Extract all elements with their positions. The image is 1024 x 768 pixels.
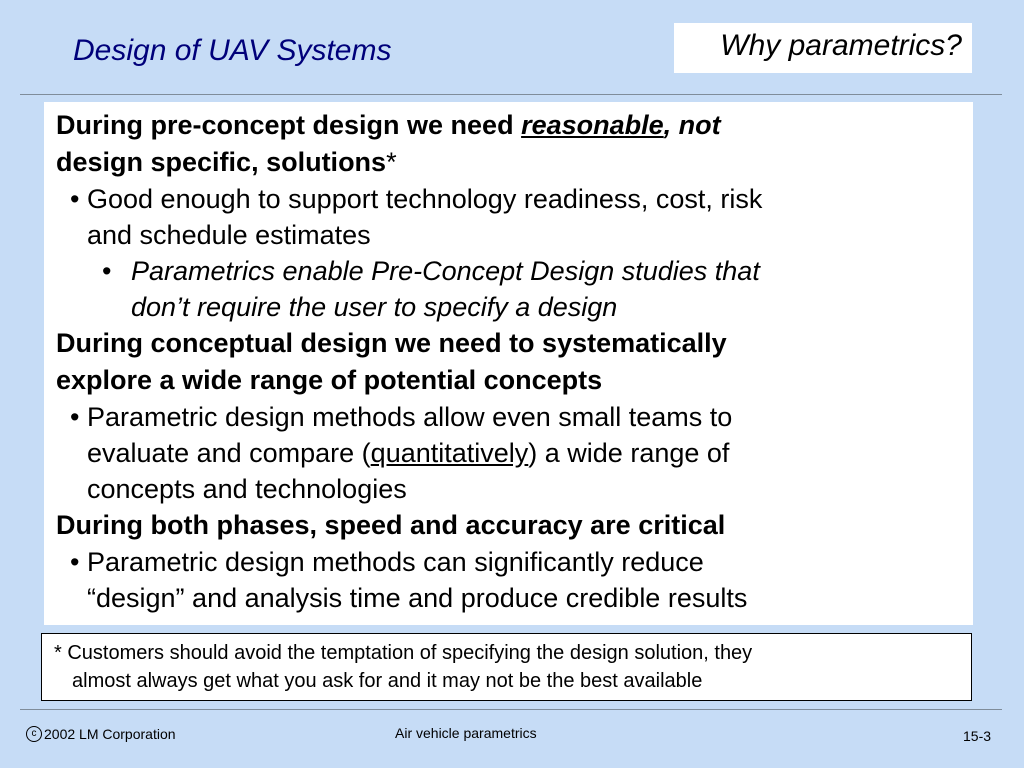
content-panel bbox=[44, 102, 973, 625]
bullet-text-line2: “design” and analysis time and produce credible results bbox=[87, 583, 748, 613]
bullet-dot: • bbox=[70, 547, 80, 577]
topic-label: Why parametrics? bbox=[720, 29, 962, 62]
topic-label-box bbox=[674, 23, 972, 73]
copyright-icon: c bbox=[26, 726, 42, 742]
bullet-text-line2-post: ) a wide range of bbox=[528, 438, 730, 468]
bullet-dot: • bbox=[70, 184, 80, 214]
footnote-line2: almost always get what you ask for and it may not be the best available bbox=[72, 670, 703, 692]
heading-text-line2: explore a wide range of potential concepts bbox=[56, 365, 603, 395]
bullet-good-enough bbox=[56, 181, 956, 253]
heading-pre-concept bbox=[56, 107, 956, 181]
heading-text: During pre-concept design we need bbox=[56, 110, 522, 140]
bullet-reduce-time bbox=[56, 544, 956, 616]
footer-copyright-text: 2002 LM Corporation bbox=[44, 726, 176, 742]
subbullet-parametrics-enable bbox=[56, 253, 956, 325]
heading-text: During conceptual design we need to systematically bbox=[56, 328, 727, 358]
bullet-text-line2: and schedule estimates bbox=[87, 220, 371, 250]
footer-copyright bbox=[26, 726, 176, 742]
bullet-parametric-teams bbox=[56, 399, 956, 507]
slide-header-title: Design of UAV Systems bbox=[73, 34, 392, 67]
emphasis-reasonable: reasonable bbox=[521, 110, 664, 140]
footnote-line1: * Customers should avoid the temptation of specifying the design solution, they bbox=[54, 642, 753, 664]
emphasis-not: , not bbox=[663, 110, 721, 140]
content-body bbox=[56, 107, 956, 616]
footer-page-number: 15-3 bbox=[963, 728, 992, 744]
heading-conceptual bbox=[56, 325, 956, 399]
heading-text: During both phases, speed and accuracy are critical bbox=[56, 510, 726, 540]
bullet-text: Good enough to support technology readiness, cost, risk bbox=[87, 184, 763, 214]
bullet-dot: • bbox=[70, 402, 80, 432]
bullet-text: Parametric design methods can significantly reduce bbox=[87, 547, 704, 577]
heading-text-line2: design specific, solutions bbox=[56, 147, 387, 177]
subbullet-text: Parametrics enable Pre-Concept Design studies that bbox=[131, 256, 760, 286]
bullet-text-line2-pre: evaluate and compare ( bbox=[87, 438, 371, 468]
bullet-dot: • bbox=[102, 256, 112, 286]
footnote-marker: * bbox=[386, 147, 397, 177]
bullet-text-line3: concepts and technologies bbox=[87, 474, 407, 504]
bullet-text: Parametric design methods allow even small teams to bbox=[87, 402, 733, 432]
header-divider bbox=[20, 94, 1002, 95]
subbullet-text-line2: don’t require the user to specify a design bbox=[131, 292, 618, 322]
footer-slide-topic: Air vehicle parametrics bbox=[395, 725, 537, 741]
footer-divider bbox=[20, 709, 1002, 710]
footnote-box bbox=[41, 633, 972, 701]
emphasis-quantitatively: quantitatively bbox=[370, 438, 529, 468]
heading-both-phases bbox=[56, 507, 956, 544]
